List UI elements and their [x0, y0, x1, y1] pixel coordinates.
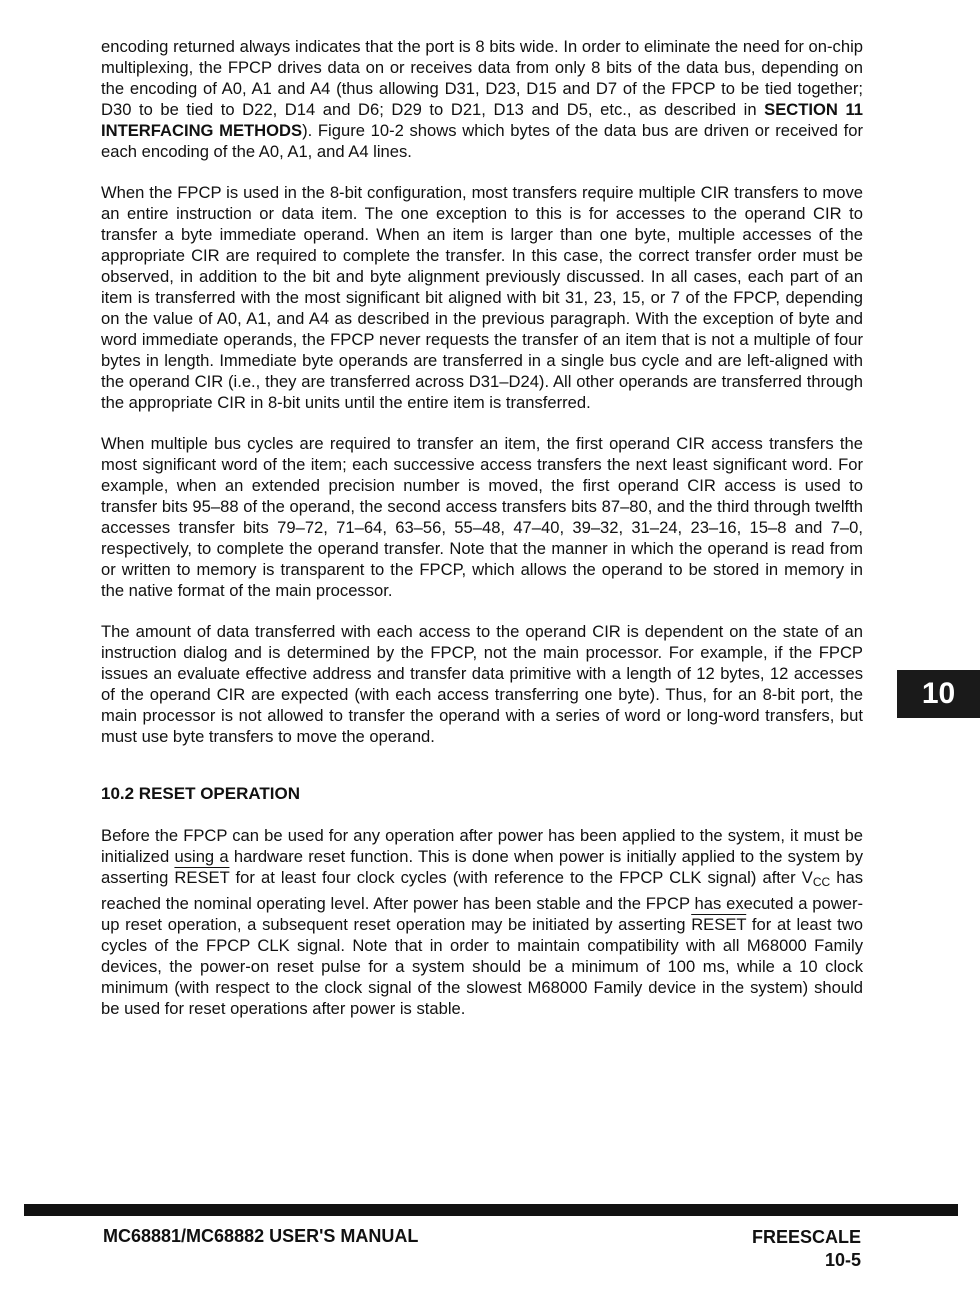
- paragraph-8bit-port-encoding: [101, 36, 863, 162]
- paragraph-text: has reached the nominal operating level. After power has been stable and the FPCP has executed a power-up reset operation, a subsequent reset operation may be initiated by asserting: [101, 868, 864, 934]
- reset-signal-label: RESET: [691, 915, 747, 934]
- reset-signal-label: RESET: [174, 868, 230, 887]
- footer-publisher: FREESCALE: [751, 1227, 861, 1247]
- footer-divider: [24, 1204, 958, 1216]
- footer-manual-title: MC68881/MC68882 USER'S MANUAL: [103, 1226, 419, 1246]
- paragraph-multiple-bus-cycles: When multiple bus cycles are required to transfer an item, the first operand CIR access transfers the most significant word of the item; each successive access transfers the next least significant word. For example, when an extended precision number is moved, the first operand CIR access is used to transfer bits 95–88 of the operand, the second access transfers bits 87–80, and the third through twelfth accesses transfer bits 79–72, 71–64, 63–56, 55–48, 47–40, 39–32, 31–24, 23–16, 15–8 and 7–0, respectively, to complete the operand transfer. Note that the manner in which the operand is read from or written to memory is transparent to the FPCP, which allows the operand to be stored in memory in the native format of the main processor.: [101, 434, 863, 600]
- chapter-tab: 10: [897, 670, 980, 718]
- paragraph-text: for at least two cycles of the FPCP CLK signal. Note that in order to maintain compatibility with all M68000 Family devices, the power-on reset pulse for a system should be a minimum of 100 ms, while a 10 clock minimum (with respect to the clock signal of the slowest M68000 Family device in the system) should be used for reset operations after power is stable.: [101, 915, 863, 1018]
- page-number: 10-5: [824, 1250, 861, 1270]
- section-heading-reset-operation: 10.2 RESET OPERATION: [101, 784, 301, 803]
- section-reference: SECTION 11 INTERFACING METHODS: [101, 100, 863, 140]
- paragraph-text: ). Figure 10-2 shows which bytes of the data bus are driven or received for each encoding of the A0, A1, and A4 lines.: [101, 121, 863, 161]
- paragraph-8bit-configuration: When the FPCP is used in the 8-bit configuration, most transfers require multiple CIR transfers to move an entire instruction or data item. The one exception to this is for accesses to the operand CIR to transfer a byte immediate operand. When an item is larger than one byte, multiple accesses of the appropriate CIR are required to complete the transfer. In this case, the correct transfer order must be observed, in addition to the bit and byte alignment previously discussed. In all cases, each part of an item is transferred with the most significant bit aligned with bit 31, 23, 15, or 7 of the FPCP, depending on the value of A0, A1, and A4 as described in the previous paragraph. With the exception of byte and word immediate operands, the FPCP never requests the transfer of an item that is not a multiple of four bytes in length. Immediate byte operands are transferred in a single bus cycle and are left-aligned with the operand CIR (i.e., they are transferred across D31–D24). All other operands are transferred through the appropriate CIR in 8-bit units until the entire item is transferred.: [101, 183, 863, 412]
- page-body: [101, 36, 863, 1039]
- paragraph-text: Before the FPCP can be used for any operation after power has been applied to the system, it must be initialized using a hardware reset function. This is done when power is initially applied to the system by asserting: [101, 826, 863, 887]
- footer-right-block: [752, 1226, 861, 1272]
- paragraph-operand-cir-amount: The amount of data transferred with each access to the operand CIR is dependent on the state of an instruction dialog and is determined by the FPCP, not the main processor. For example, if the FPCP issues an evaluate effective address and transfer data primitive with a length of 12 bytes, 12 accesses of the operand CIR are expected (with each access transferring one byte). Thus, for an 8-bit port, the main processor is not allowed to transfer the operand with a series of word or long-word transfers, but must use byte transfers to move the operand.: [101, 622, 863, 746]
- paragraph-reset-operation: [101, 825, 863, 1019]
- paragraph-text: for at least four clock cycles (with reference to the FPCP CLK signal) after V: [229, 868, 813, 887]
- paragraph-text: encoding returned always indicates that the port is 8 bits wide. In order to eliminate the need for on-chip multiplexing, the FPCP drives data on or receives data from only 8 bits of the data bus, depending on the encoding of A0, A1 and A4 (thus allowing D31, D23, D15 and D7 of the FPCP to be tied together; D30 to be tied to D22, D14 and D6; D29 to D21, D13 and D5, etc., as described in: [101, 37, 863, 119]
- vcc-subscript: CC: [812, 875, 831, 889]
